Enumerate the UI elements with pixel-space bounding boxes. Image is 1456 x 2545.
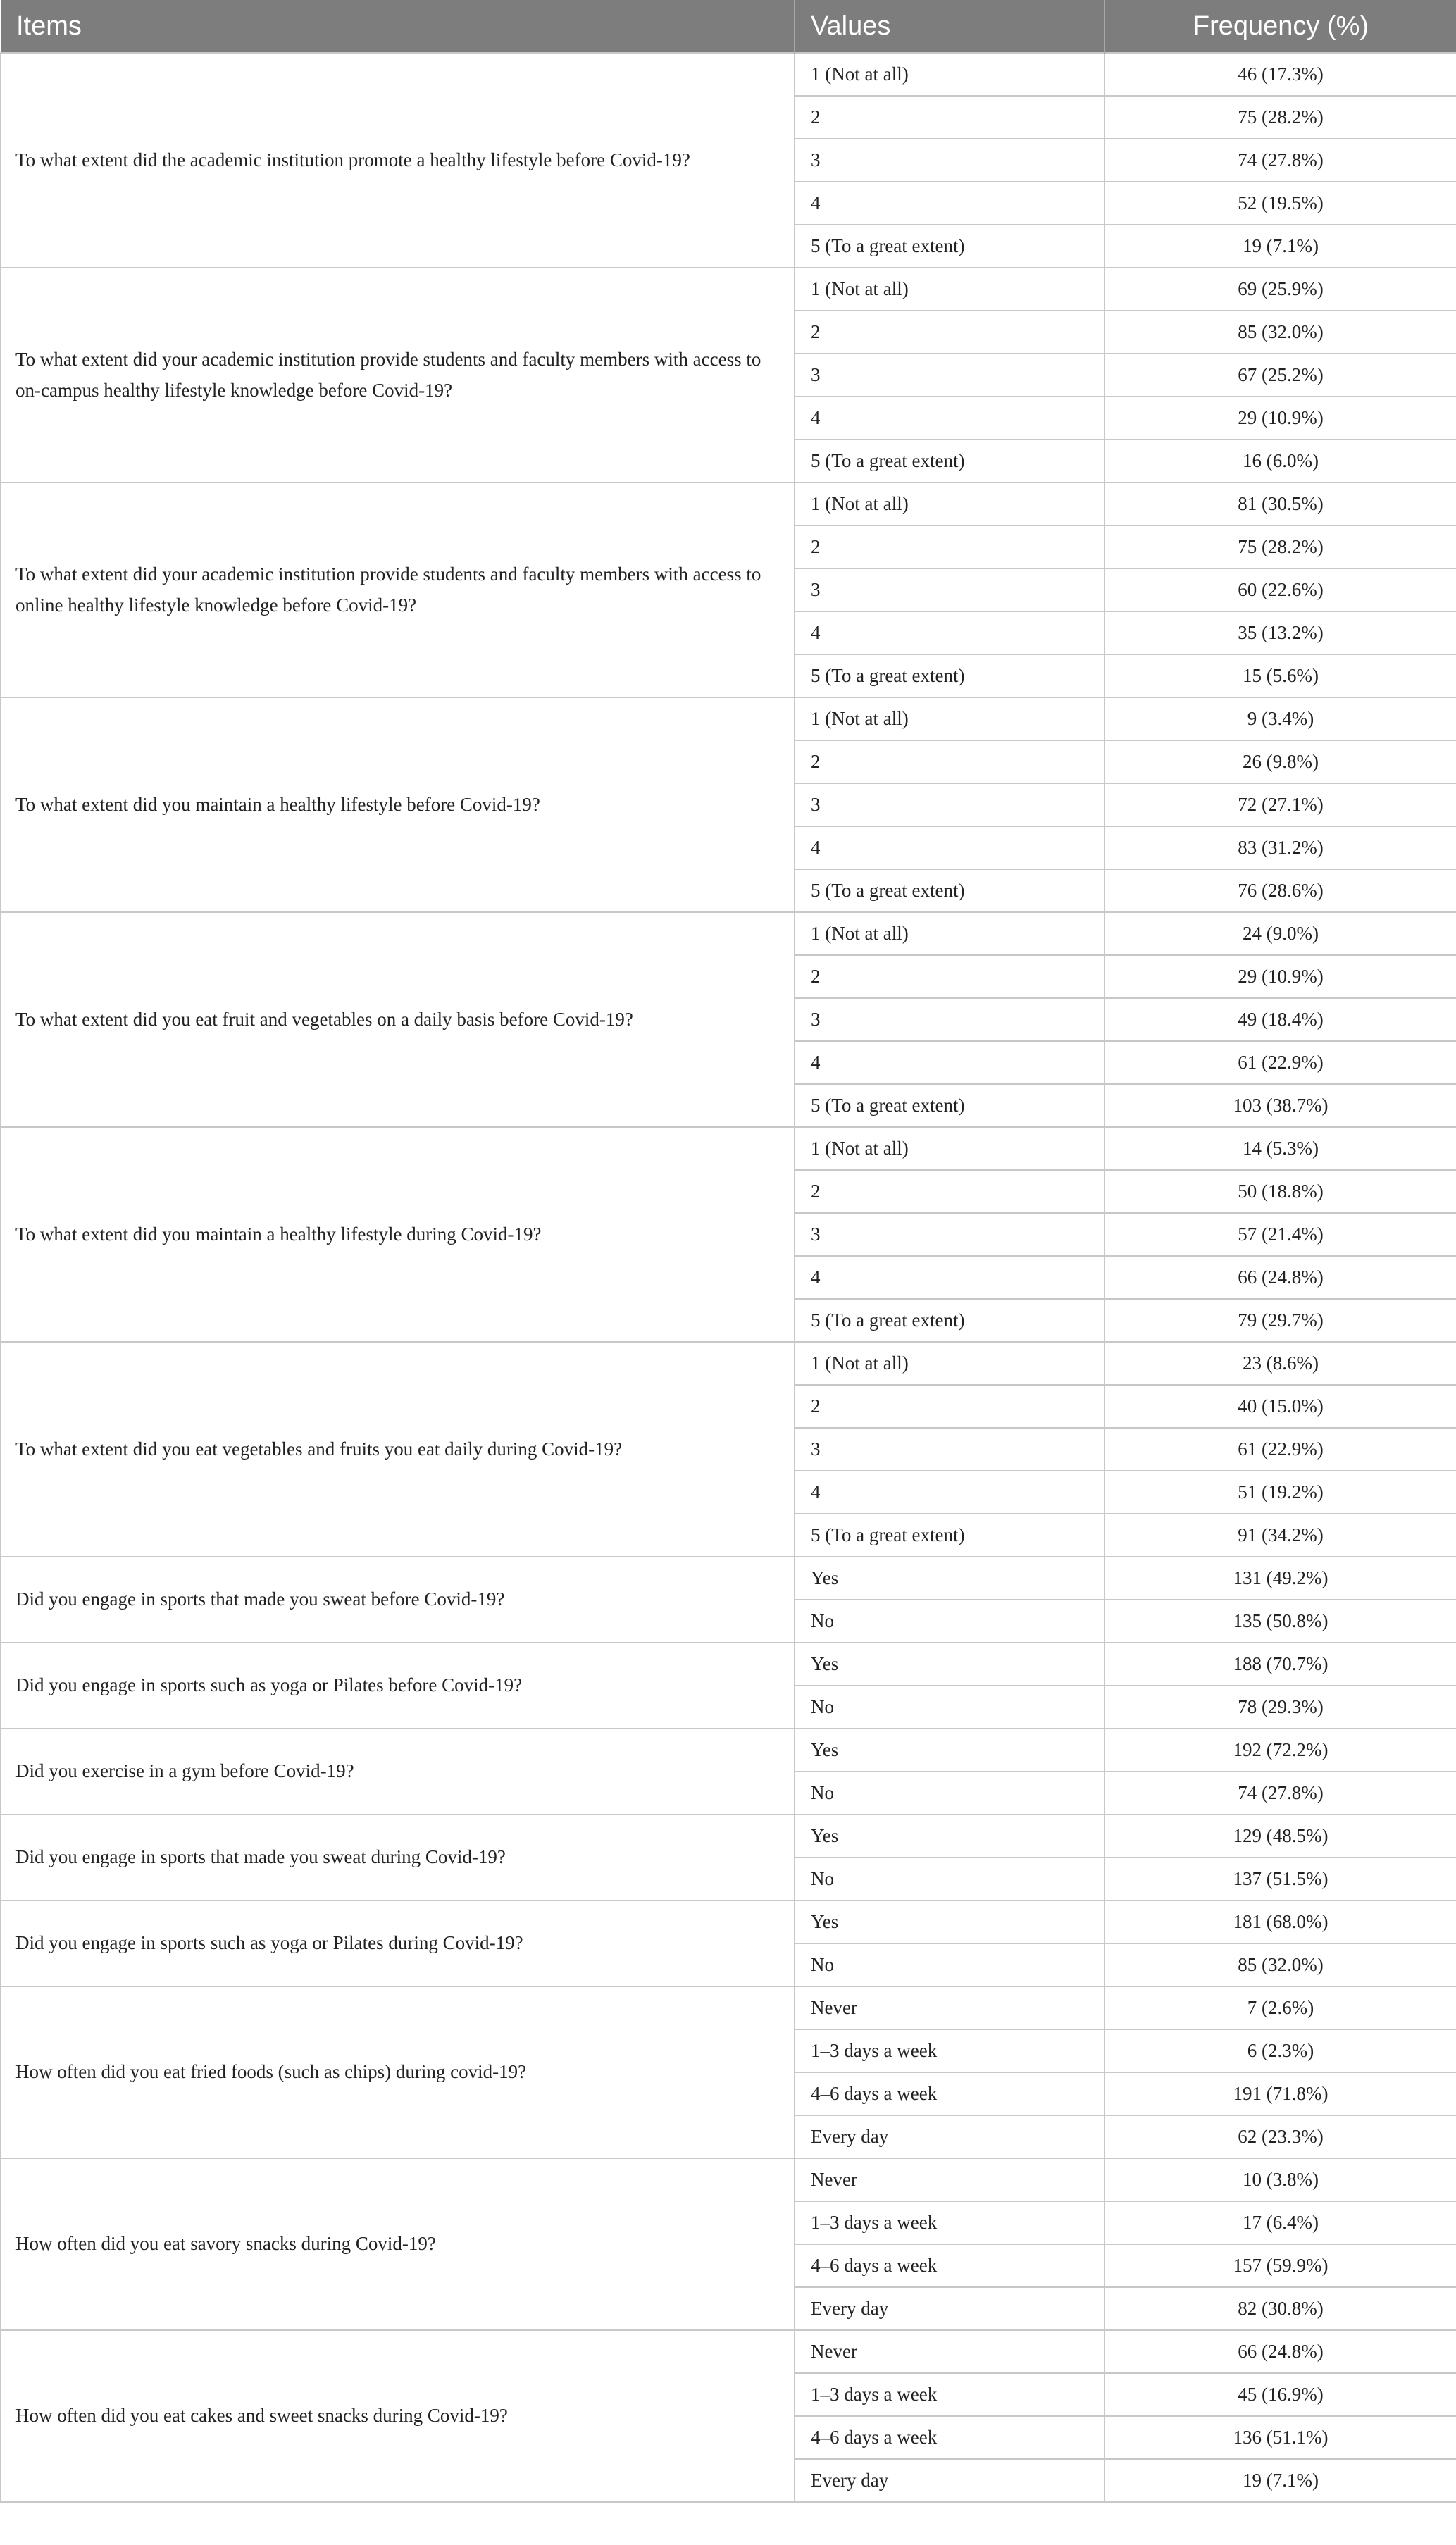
- frequency-cell: 57 (21.4%): [1105, 1213, 1456, 1256]
- table-header: [1, 0, 1456, 53]
- frequency-cell: 14 (5.3%): [1105, 1127, 1456, 1170]
- frequency-cell: 45 (16.9%): [1105, 2373, 1456, 2416]
- header-values: Values: [795, 0, 1105, 53]
- table-row: [1, 268, 1456, 311]
- value-cell: Every day: [795, 2287, 1105, 2330]
- frequency-cell: 10 (3.8%): [1105, 2158, 1456, 2201]
- frequency-cell: 61 (22.9%): [1105, 1041, 1456, 1084]
- frequency-cell: 75 (28.2%): [1105, 96, 1456, 139]
- item-question: How often did you eat fried foods (such as chips) during covid-19?: [1, 1986, 795, 2158]
- value-cell: 5 (To a great extent): [795, 1299, 1105, 1342]
- table-row: [1, 912, 1456, 955]
- value-cell: 1–3 days a week: [795, 2201, 1105, 2244]
- table-row: [1, 1729, 1456, 1772]
- header-row: [1, 0, 1456, 53]
- item-question: To what extent did you maintain a healthy lifestyle before Covid-19?: [1, 697, 795, 912]
- item-question: How often did you eat savory snacks during Covid-19?: [1, 2158, 795, 2330]
- value-cell: 1 (Not at all): [795, 697, 1105, 740]
- item-question: Did you exercise in a gym before Covid-19?: [1, 1729, 795, 1815]
- table-row: [1, 2158, 1456, 2201]
- table-row: [1, 697, 1456, 740]
- frequency-cell: 66 (24.8%): [1105, 1256, 1456, 1299]
- item-question: To what extent did you eat vegetables and fruits you eat daily during Covid-19?: [1, 1342, 795, 1557]
- frequency-cell: 129 (48.5%): [1105, 1815, 1456, 1858]
- table-row: [1, 1557, 1456, 1600]
- frequency-cell: 61 (22.9%): [1105, 1428, 1456, 1471]
- value-cell: 5 (To a great extent): [795, 225, 1105, 268]
- table-row: [1, 1986, 1456, 2029]
- frequency-cell: 46 (17.3%): [1105, 53, 1456, 96]
- frequency-cell: 135 (50.8%): [1105, 1600, 1456, 1643]
- frequency-cell: 192 (72.2%): [1105, 1729, 1456, 1772]
- value-cell: 1 (Not at all): [795, 483, 1105, 525]
- value-cell: Yes: [795, 1900, 1105, 1943]
- frequency-cell: 29 (10.9%): [1105, 955, 1456, 998]
- frequency-cell: 74 (27.8%): [1105, 139, 1456, 182]
- frequency-cell: 24 (9.0%): [1105, 912, 1456, 955]
- frequency-cell: 23 (8.6%): [1105, 1342, 1456, 1385]
- value-cell: 4–6 days a week: [795, 2416, 1105, 2459]
- value-cell: 3: [795, 783, 1105, 826]
- frequency-cell: 76 (28.6%): [1105, 869, 1456, 912]
- frequency-cell: 137 (51.5%): [1105, 1858, 1456, 1900]
- value-cell: 5 (To a great extent): [795, 654, 1105, 697]
- frequency-cell: 131 (49.2%): [1105, 1557, 1456, 1600]
- frequency-cell: 136 (51.1%): [1105, 2416, 1456, 2459]
- value-cell: 2: [795, 311, 1105, 354]
- value-cell: Yes: [795, 1729, 1105, 1772]
- frequency-cell: 103 (38.7%): [1105, 1084, 1456, 1127]
- value-cell: No: [795, 1772, 1105, 1815]
- table-row: [1, 1643, 1456, 1686]
- value-cell: No: [795, 1943, 1105, 1986]
- frequency-cell: 15 (5.6%): [1105, 654, 1456, 697]
- frequency-cell: 19 (7.1%): [1105, 2459, 1456, 2502]
- table-row: [1, 1815, 1456, 1858]
- value-cell: 4–6 days a week: [795, 2244, 1105, 2287]
- frequency-cell: 82 (30.8%): [1105, 2287, 1456, 2330]
- item-question: To what extent did the academic institution promote a healthy lifestyle before Covid-19?: [1, 53, 795, 268]
- value-cell: 5 (To a great extent): [795, 1084, 1105, 1127]
- frequency-cell: 52 (19.5%): [1105, 182, 1456, 225]
- value-cell: No: [795, 1600, 1105, 1643]
- value-cell: 1 (Not at all): [795, 1342, 1105, 1385]
- value-cell: Never: [795, 1986, 1105, 2029]
- value-cell: Every day: [795, 2115, 1105, 2158]
- value-cell: 1 (Not at all): [795, 1127, 1105, 1170]
- frequency-cell: 66 (24.8%): [1105, 2330, 1456, 2373]
- frequency-cell: 19 (7.1%): [1105, 225, 1456, 268]
- value-cell: 2: [795, 955, 1105, 998]
- frequency-cell: 191 (71.8%): [1105, 2072, 1456, 2115]
- table-row: [1, 1900, 1456, 1943]
- value-cell: 2: [795, 1170, 1105, 1213]
- frequency-cell: 188 (70.7%): [1105, 1643, 1456, 1686]
- value-cell: 4: [795, 1041, 1105, 1084]
- item-question: To what extent did you eat fruit and vegetables on a daily basis before Covid-19?: [1, 912, 795, 1127]
- value-cell: 2: [795, 740, 1105, 783]
- frequency-cell: 35 (13.2%): [1105, 611, 1456, 654]
- frequency-cell: 40 (15.0%): [1105, 1385, 1456, 1428]
- frequency-cell: 74 (27.8%): [1105, 1772, 1456, 1815]
- value-cell: 2: [795, 525, 1105, 568]
- frequency-cell: 17 (6.4%): [1105, 2201, 1456, 2244]
- value-cell: 1 (Not at all): [795, 53, 1105, 96]
- frequency-cell: 81 (30.5%): [1105, 483, 1456, 525]
- item-question: Did you engage in sports that made you sweat before Covid-19?: [1, 1557, 795, 1643]
- frequency-cell: 79 (29.7%): [1105, 1299, 1456, 1342]
- table-body: [1, 53, 1456, 2502]
- table-row: [1, 2330, 1456, 2373]
- value-cell: 2: [795, 96, 1105, 139]
- value-cell: 3: [795, 568, 1105, 611]
- value-cell: Yes: [795, 1643, 1105, 1686]
- value-cell: 3: [795, 139, 1105, 182]
- table-row: [1, 483, 1456, 525]
- header-frequency: Frequency (%): [1105, 0, 1456, 53]
- frequency-cell: 6 (2.3%): [1105, 2029, 1456, 2072]
- value-cell: 3: [795, 1213, 1105, 1256]
- item-question: To what extent did your academic institution provide students and faculty members with access to online healthy lifestyle knowledge before Covid-19?: [1, 483, 795, 697]
- frequency-cell: 78 (29.3%): [1105, 1686, 1456, 1729]
- value-cell: 4: [795, 611, 1105, 654]
- frequency-cell: 72 (27.1%): [1105, 783, 1456, 826]
- value-cell: No: [795, 1858, 1105, 1900]
- value-cell: Never: [795, 2158, 1105, 2201]
- item-question: Did you engage in sports such as yoga or Pilates during Covid-19?: [1, 1900, 795, 1986]
- table-row: [1, 1342, 1456, 1385]
- frequency-cell: 16 (6.0%): [1105, 440, 1456, 483]
- value-cell: 1–3 days a week: [795, 2373, 1105, 2416]
- header-items: Items: [1, 0, 795, 53]
- frequency-cell: 26 (9.8%): [1105, 740, 1456, 783]
- frequency-cell: 83 (31.2%): [1105, 826, 1456, 869]
- value-cell: 1–3 days a week: [795, 2029, 1105, 2072]
- value-cell: 4: [795, 826, 1105, 869]
- value-cell: 3: [795, 998, 1105, 1041]
- value-cell: 4: [795, 182, 1105, 225]
- frequency-cell: 85 (32.0%): [1105, 1943, 1456, 1986]
- value-cell: 4: [795, 1471, 1105, 1514]
- item-question: Did you engage in sports such as yoga or Pilates before Covid-19?: [1, 1643, 795, 1729]
- value-cell: 1 (Not at all): [795, 268, 1105, 311]
- value-cell: 2: [795, 1385, 1105, 1428]
- value-cell: Never: [795, 2330, 1105, 2373]
- value-cell: Every day: [795, 2459, 1105, 2502]
- value-cell: No: [795, 1686, 1105, 1729]
- frequency-cell: 7 (2.6%): [1105, 1986, 1456, 2029]
- value-cell: Yes: [795, 1557, 1105, 1600]
- frequency-cell: 157 (59.9%): [1105, 2244, 1456, 2287]
- frequency-cell: 69 (25.9%): [1105, 268, 1456, 311]
- frequency-cell: 50 (18.8%): [1105, 1170, 1456, 1213]
- table-row: [1, 53, 1456, 96]
- frequency-cell: 9 (3.4%): [1105, 697, 1456, 740]
- frequency-cell: 91 (34.2%): [1105, 1514, 1456, 1557]
- frequency-cell: 49 (18.4%): [1105, 998, 1456, 1041]
- item-question: How often did you eat cakes and sweet snacks during Covid-19?: [1, 2330, 795, 2502]
- value-cell: 3: [795, 1428, 1105, 1471]
- item-question: To what extent did your academic institution provide students and faculty members with access to on-campus healthy lifestyle knowledge before Covid-19?: [1, 268, 795, 483]
- table-row: [1, 1127, 1456, 1170]
- frequency-cell: 29 (10.9%): [1105, 397, 1456, 440]
- frequency-cell: 67 (25.2%): [1105, 354, 1456, 397]
- frequency-cell: 85 (32.0%): [1105, 311, 1456, 354]
- value-cell: 4: [795, 397, 1105, 440]
- value-cell: 4: [795, 1256, 1105, 1299]
- value-cell: 5 (To a great extent): [795, 1514, 1105, 1557]
- value-cell: 3: [795, 354, 1105, 397]
- value-cell: Yes: [795, 1815, 1105, 1858]
- value-cell: 5 (To a great extent): [795, 440, 1105, 483]
- frequency-cell: 62 (23.3%): [1105, 2115, 1456, 2158]
- frequency-cell: 181 (68.0%): [1105, 1900, 1456, 1943]
- value-cell: 5 (To a great extent): [795, 869, 1105, 912]
- frequency-cell: 75 (28.2%): [1105, 525, 1456, 568]
- value-cell: 4–6 days a week: [795, 2072, 1105, 2115]
- value-cell: 1 (Not at all): [795, 912, 1105, 955]
- frequency-cell: 51 (19.2%): [1105, 1471, 1456, 1514]
- item-question: Did you engage in sports that made you sweat during Covid-19?: [1, 1815, 795, 1900]
- frequency-cell: 60 (22.6%): [1105, 568, 1456, 611]
- item-question: To what extent did you maintain a healthy lifestyle during Covid-19?: [1, 1127, 795, 1342]
